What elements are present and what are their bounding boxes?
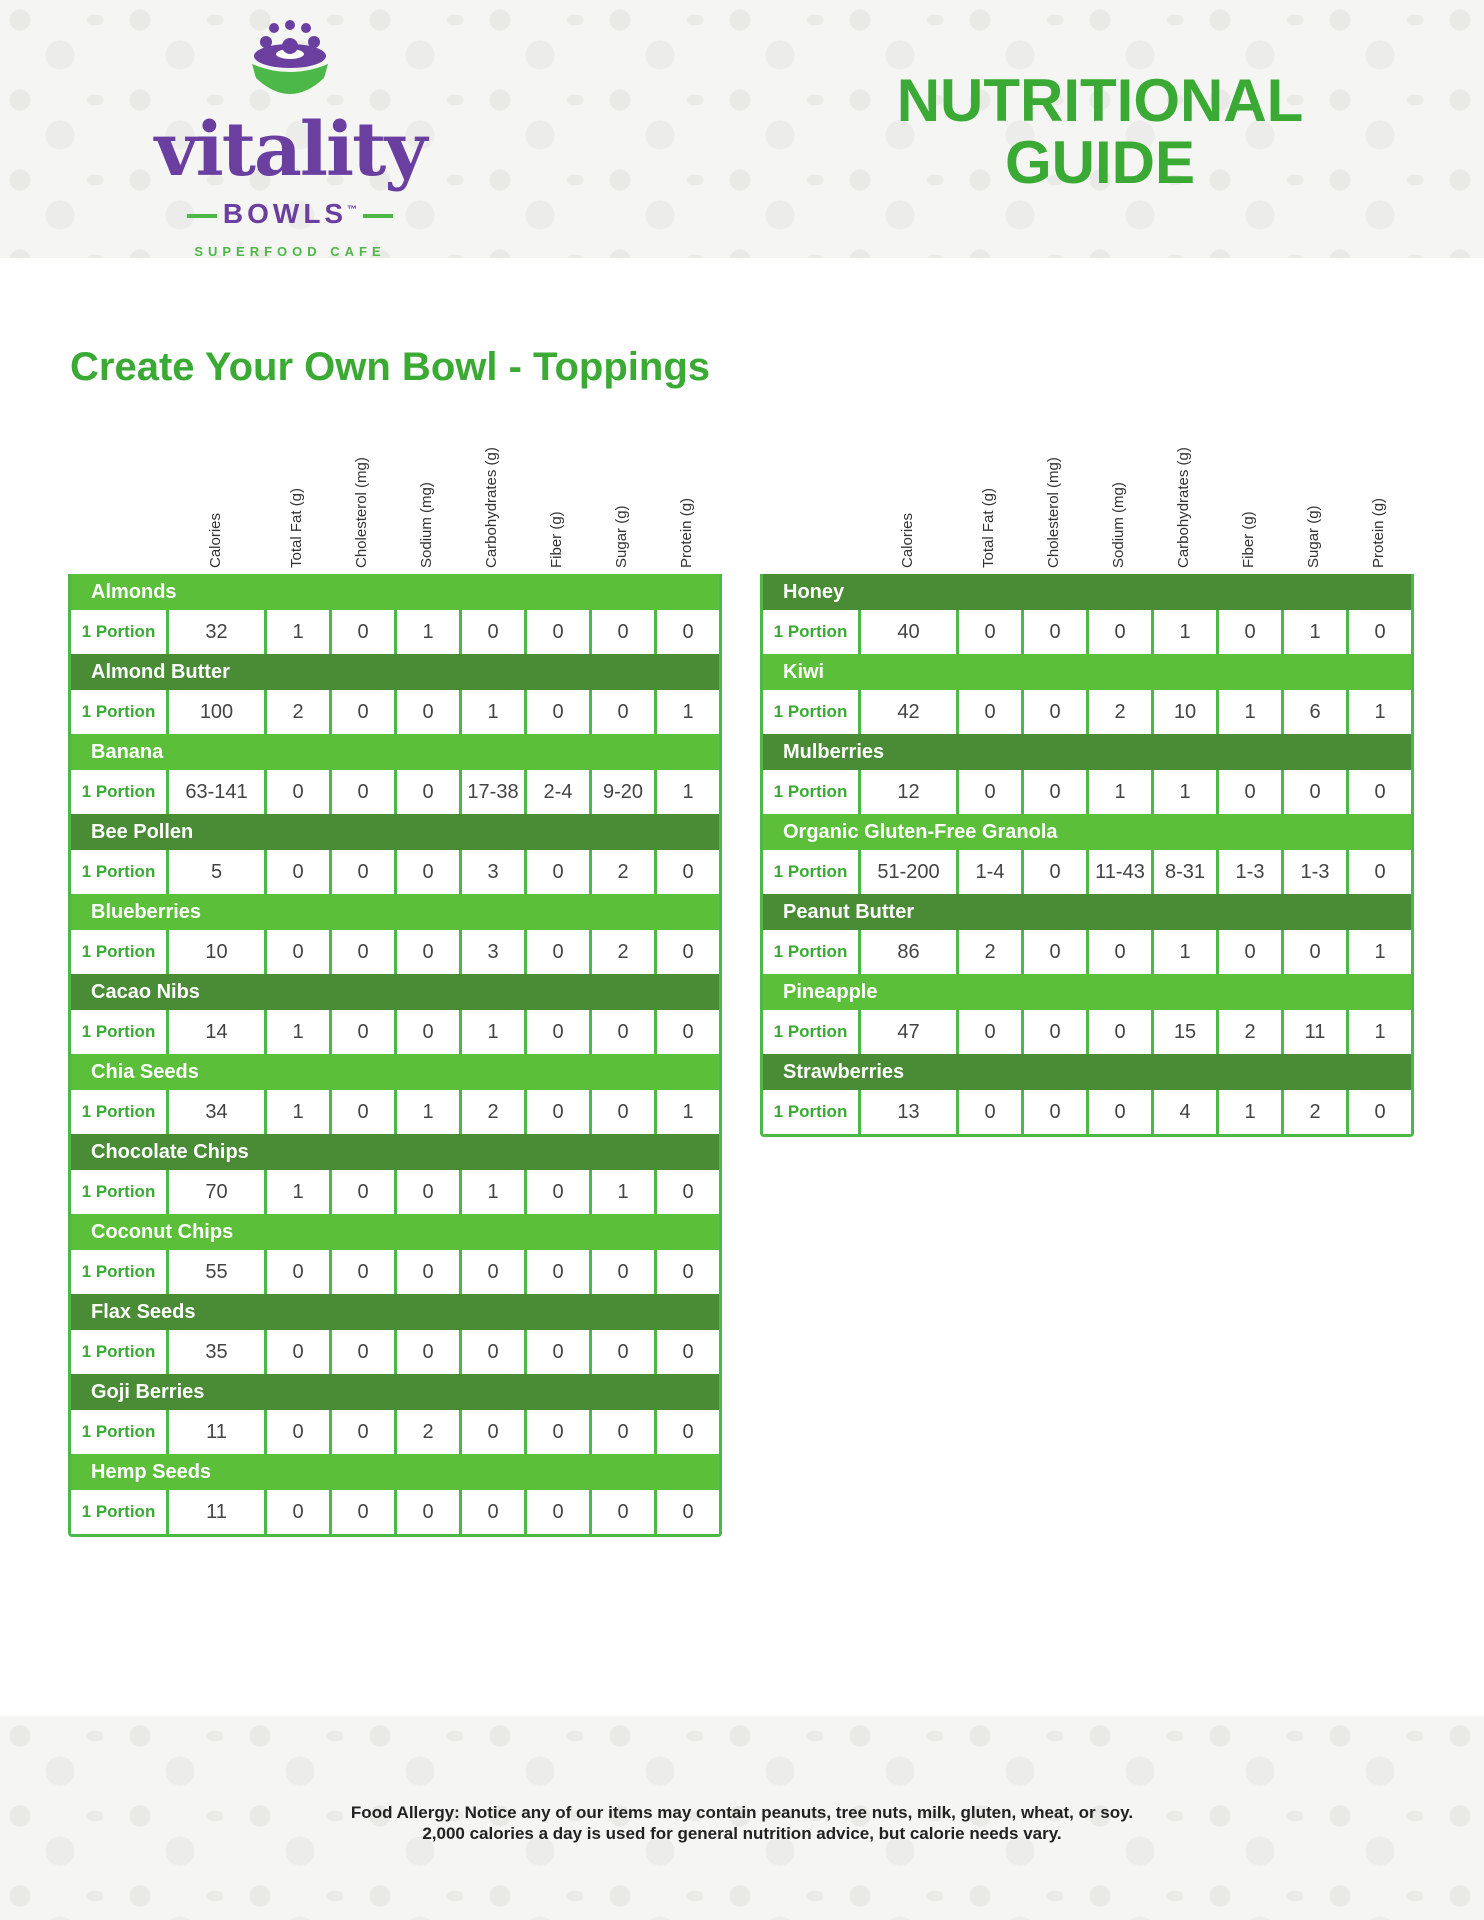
value-cell: 0 bbox=[527, 1490, 592, 1534]
toppings-list bbox=[760, 574, 1414, 1137]
value-cell: 2 bbox=[267, 690, 332, 734]
portion-cell: 1 Portion bbox=[71, 1170, 169, 1214]
value-cell: 1-3 bbox=[1219, 850, 1284, 894]
value-cell: 0 bbox=[682, 1500, 694, 1523]
value-cell: 10 bbox=[1154, 690, 1219, 734]
topping-name: Peanut Butter bbox=[763, 894, 1411, 930]
value-cell: 2 bbox=[1219, 1010, 1284, 1054]
section-title: Create Your Own Bowl - Toppings bbox=[70, 345, 711, 389]
value-cell: 35 bbox=[169, 1330, 267, 1374]
value-cell: 0 bbox=[592, 610, 657, 654]
value-cell: 0 bbox=[682, 940, 694, 963]
value-cell: 0 bbox=[397, 1170, 462, 1214]
value-cell: 0 bbox=[267, 1410, 332, 1454]
table-row bbox=[763, 930, 1411, 974]
brand-logo bbox=[140, 18, 440, 259]
value-cell: 6 bbox=[1284, 690, 1349, 734]
value-cell: 55 bbox=[169, 1250, 267, 1294]
value-cell: 0 bbox=[527, 1010, 592, 1054]
value-cell: 0 bbox=[267, 1330, 332, 1374]
portion-cell: 1 Portion bbox=[71, 930, 169, 974]
value-cell: 32 bbox=[169, 610, 267, 654]
value-cell: 70 bbox=[169, 1170, 267, 1214]
table-row bbox=[71, 610, 719, 654]
value-cell: 0 bbox=[267, 1250, 332, 1294]
table-row bbox=[763, 1010, 1411, 1054]
value-cell: 100 bbox=[169, 690, 267, 734]
value-cell: 0 bbox=[959, 770, 1024, 814]
value-cell: 2 bbox=[397, 1410, 462, 1454]
value-cell: 2 bbox=[462, 1090, 527, 1134]
value-cell: 0 bbox=[397, 1330, 462, 1374]
value-cell: 0 bbox=[397, 850, 462, 894]
value-cell: 0 bbox=[1089, 610, 1154, 654]
value-cell: 0 bbox=[267, 850, 332, 894]
value-cell: 0 bbox=[267, 930, 332, 974]
column-header: Protein (g) bbox=[678, 497, 695, 568]
value-cell: 0 bbox=[1284, 770, 1349, 814]
column-header: Carbohydrates (g) bbox=[1175, 447, 1192, 568]
value-cell: 0 bbox=[332, 1170, 397, 1214]
value-cell: 1-3 bbox=[1284, 850, 1349, 894]
value-cell: 0 bbox=[1374, 780, 1386, 803]
value-cell: 0 bbox=[592, 1330, 657, 1374]
value-cell: 0 bbox=[1374, 1100, 1386, 1123]
value-cell: 1 bbox=[1219, 690, 1284, 734]
value-cell: 1 bbox=[397, 610, 462, 654]
topping-name: Blueberries bbox=[71, 894, 719, 930]
brand-tagline: SUPERFOOD CAFE bbox=[194, 244, 386, 259]
column-header: Sodium (mg) bbox=[1110, 482, 1127, 568]
value-cell: 1-4 bbox=[959, 850, 1024, 894]
value-cell: 0 bbox=[592, 1410, 657, 1454]
value-cell: 0 bbox=[397, 690, 462, 734]
value-cell: 1 bbox=[1374, 940, 1386, 963]
topping-name: Honey bbox=[763, 574, 1411, 610]
topping-name: Pineapple bbox=[763, 974, 1411, 1010]
topping-name: Organic Gluten-Free Granola bbox=[763, 814, 1411, 850]
value-cell: 1 bbox=[682, 780, 694, 803]
column-header: Sugar (g) bbox=[1305, 505, 1322, 568]
topping-name: Coconut Chips bbox=[71, 1214, 719, 1250]
topping-name: Chia Seeds bbox=[71, 1054, 719, 1090]
value-cell: 0 bbox=[332, 1490, 397, 1534]
page-title: NUTRITIONAL GUIDE bbox=[896, 67, 1304, 196]
value-cell: 0 bbox=[959, 690, 1024, 734]
topping-name: Banana bbox=[71, 734, 719, 770]
table-row bbox=[71, 930, 719, 974]
value-cell: 12 bbox=[861, 770, 959, 814]
value-cell: 0 bbox=[592, 1250, 657, 1294]
value-cell: 0 bbox=[1024, 1090, 1089, 1134]
value-cell: 0 bbox=[592, 690, 657, 734]
value-cell: 0 bbox=[1024, 690, 1089, 734]
value-cell: 1 bbox=[462, 690, 527, 734]
value-cell: 14 bbox=[169, 1010, 267, 1054]
value-cell: 0 bbox=[397, 1490, 462, 1534]
value-cell: 0 bbox=[1089, 930, 1154, 974]
value-cell: 0 bbox=[1374, 620, 1386, 643]
value-cell: 1 bbox=[267, 610, 332, 654]
value-cell: 9-20 bbox=[592, 770, 657, 814]
value-cell: 47 bbox=[861, 1010, 959, 1054]
column-header: Protein (g) bbox=[1370, 497, 1387, 568]
value-cell: 0 bbox=[462, 610, 527, 654]
topping-name: Almonds bbox=[71, 574, 719, 610]
value-cell: 0 bbox=[267, 770, 332, 814]
value-cell: 0 bbox=[1374, 860, 1386, 883]
value-cell: 1 bbox=[1089, 770, 1154, 814]
portion-cell: 1 Portion bbox=[71, 1490, 169, 1534]
toppings-list bbox=[68, 574, 722, 1537]
table-row bbox=[71, 1490, 719, 1534]
value-cell: 0 bbox=[1219, 770, 1284, 814]
value-cell: 13 bbox=[861, 1090, 959, 1134]
portion-cell: 1 Portion bbox=[71, 1250, 169, 1294]
column-header: Calories bbox=[898, 512, 916, 568]
value-cell: 0 bbox=[527, 1170, 592, 1214]
value-cell: 10 bbox=[169, 930, 267, 974]
value-cell: 2 bbox=[592, 850, 657, 894]
value-cell: 11-43 bbox=[1089, 850, 1154, 894]
portion-cell: 1 Portion bbox=[71, 770, 169, 814]
value-cell: 0 bbox=[959, 1090, 1024, 1134]
value-cell: 5 bbox=[169, 850, 267, 894]
value-cell: 0 bbox=[527, 690, 592, 734]
table-row bbox=[71, 770, 719, 814]
value-cell: 0 bbox=[397, 930, 462, 974]
value-cell: 0 bbox=[462, 1410, 527, 1454]
value-cell: 0 bbox=[332, 1090, 397, 1134]
value-cell: 0 bbox=[592, 1010, 657, 1054]
value-cell: 0 bbox=[1219, 610, 1284, 654]
value-cell: 3 bbox=[462, 850, 527, 894]
value-cell: 1 bbox=[1374, 1020, 1386, 1043]
value-cell: 0 bbox=[527, 1250, 592, 1294]
topping-name: Cacao Nibs bbox=[71, 974, 719, 1010]
column-header: Fiber (g) bbox=[1240, 511, 1257, 568]
value-cell: 0 bbox=[682, 1020, 694, 1043]
column-header: Total Fat (g) bbox=[980, 487, 997, 568]
value-cell: 1 bbox=[267, 1010, 332, 1054]
value-cell: 1 bbox=[462, 1170, 527, 1214]
portion-cell: 1 Portion bbox=[763, 610, 861, 654]
value-cell: 0 bbox=[1024, 1010, 1089, 1054]
table-row bbox=[763, 610, 1411, 654]
portion-cell: 1 Portion bbox=[763, 770, 861, 814]
value-cell: 0 bbox=[397, 770, 462, 814]
table-row bbox=[71, 1010, 719, 1054]
column-headers bbox=[68, 414, 722, 574]
value-cell: 0 bbox=[682, 1420, 694, 1443]
value-cell: 0 bbox=[682, 1260, 694, 1283]
column-header: Carbohydrates (g) bbox=[483, 447, 500, 568]
portion-cell: 1 Portion bbox=[71, 1330, 169, 1374]
portion-cell: 1 Portion bbox=[763, 930, 861, 974]
column-header: Total Fat (g) bbox=[288, 487, 305, 568]
value-cell: 0 bbox=[682, 620, 694, 643]
topping-name: Goji Berries bbox=[71, 1374, 719, 1410]
value-cell: 0 bbox=[1219, 930, 1284, 974]
value-cell: 2-4 bbox=[527, 770, 592, 814]
value-cell: 0 bbox=[332, 1250, 397, 1294]
table-row bbox=[763, 1090, 1411, 1134]
value-cell: 15 bbox=[1154, 1010, 1219, 1054]
toppings-table-left bbox=[68, 414, 722, 1537]
value-cell: 1 bbox=[682, 1100, 694, 1123]
table-row bbox=[71, 1330, 719, 1374]
value-cell: 0 bbox=[397, 1250, 462, 1294]
portion-cell: 1 Portion bbox=[71, 1010, 169, 1054]
value-cell: 0 bbox=[462, 1250, 527, 1294]
column-header: Cholesterol (mg) bbox=[1045, 457, 1062, 568]
portion-cell: 1 Portion bbox=[71, 1090, 169, 1134]
value-cell: 4 bbox=[1154, 1090, 1219, 1134]
value-cell: 0 bbox=[332, 690, 397, 734]
column-header: Sugar (g) bbox=[613, 505, 630, 568]
value-cell: 1 bbox=[1374, 700, 1386, 723]
value-cell: 11 bbox=[169, 1490, 267, 1534]
value-cell: 1 bbox=[1154, 770, 1219, 814]
value-cell: 0 bbox=[527, 1090, 592, 1134]
value-cell: 2 bbox=[1089, 690, 1154, 734]
value-cell: 34 bbox=[169, 1090, 267, 1134]
value-cell: 0 bbox=[527, 1410, 592, 1454]
value-cell: 0 bbox=[682, 1340, 694, 1363]
table-row bbox=[71, 1090, 719, 1134]
table-row bbox=[763, 770, 1411, 814]
portion-cell: 1 Portion bbox=[763, 850, 861, 894]
value-cell: 0 bbox=[527, 930, 592, 974]
value-cell: 0 bbox=[332, 770, 397, 814]
value-cell: 2 bbox=[959, 930, 1024, 974]
portion-cell: 1 Portion bbox=[763, 1010, 861, 1054]
value-cell: 0 bbox=[332, 850, 397, 894]
table-row bbox=[763, 690, 1411, 734]
portion-cell: 1 Portion bbox=[71, 610, 169, 654]
bowl-icon bbox=[240, 18, 340, 108]
topping-name: Kiwi bbox=[763, 654, 1411, 690]
value-cell: 0 bbox=[682, 860, 694, 883]
table-row bbox=[71, 1170, 719, 1214]
value-cell: 0 bbox=[397, 1010, 462, 1054]
portion-cell: 1 Portion bbox=[763, 1090, 861, 1134]
value-cell: 0 bbox=[527, 610, 592, 654]
value-cell: 8-31 bbox=[1154, 850, 1219, 894]
value-cell: 86 bbox=[861, 930, 959, 974]
allergy-notice: Food Allergy: Notice any of our items may contain peanuts, tree nuts, milk, gluten, wheat, or soy. 2,000 calories a day is used for general nutrition advice, but calorie needs vary. bbox=[350, 1803, 1134, 1843]
brand-subtitle: BOWLS™ bbox=[140, 200, 440, 228]
value-cell: 42 bbox=[861, 690, 959, 734]
value-cell: 1 bbox=[1219, 1090, 1284, 1134]
value-cell: 0 bbox=[1024, 770, 1089, 814]
value-cell: 0 bbox=[462, 1330, 527, 1374]
value-cell: 1 bbox=[592, 1170, 657, 1214]
portion-cell: 1 Portion bbox=[71, 850, 169, 894]
portion-cell: 1 Portion bbox=[763, 690, 861, 734]
value-cell: 17-38 bbox=[462, 770, 527, 814]
value-cell: 3 bbox=[462, 930, 527, 974]
value-cell: 0 bbox=[462, 1490, 527, 1534]
value-cell: 0 bbox=[1024, 610, 1089, 654]
portion-cell: 1 Portion bbox=[71, 1410, 169, 1454]
topping-name: Hemp Seeds bbox=[71, 1454, 719, 1490]
value-cell: 1 bbox=[682, 700, 694, 723]
topping-name: Mulberries bbox=[763, 734, 1411, 770]
value-cell: 0 bbox=[267, 1490, 332, 1534]
value-cell: 1 bbox=[1284, 610, 1349, 654]
table-row bbox=[71, 690, 719, 734]
value-cell: 1 bbox=[267, 1170, 332, 1214]
value-cell: 40 bbox=[861, 610, 959, 654]
topping-name: Bee Pollen bbox=[71, 814, 719, 850]
value-cell: 63-141 bbox=[169, 770, 267, 814]
value-cell: 0 bbox=[1024, 930, 1089, 974]
column-header: Calories bbox=[206, 512, 224, 568]
value-cell: 51-200 bbox=[861, 850, 959, 894]
value-cell: 0 bbox=[527, 850, 592, 894]
value-cell: 0 bbox=[332, 930, 397, 974]
value-cell: 0 bbox=[332, 1410, 397, 1454]
value-cell: 0 bbox=[1284, 930, 1349, 974]
topping-name: Flax Seeds bbox=[71, 1294, 719, 1330]
toppings-table-right bbox=[760, 414, 1414, 1137]
value-cell: 0 bbox=[332, 1010, 397, 1054]
value-cell: 0 bbox=[1089, 1010, 1154, 1054]
value-cell: 1 bbox=[1154, 930, 1219, 974]
topping-name: Strawberries bbox=[763, 1054, 1411, 1090]
value-cell: 2 bbox=[1284, 1090, 1349, 1134]
column-headers bbox=[760, 414, 1414, 574]
value-cell: 0 bbox=[527, 1330, 592, 1374]
value-cell: 0 bbox=[592, 1490, 657, 1534]
table-row bbox=[71, 850, 719, 894]
value-cell: 0 bbox=[592, 1090, 657, 1134]
value-cell: 0 bbox=[1089, 1090, 1154, 1134]
column-header: Fiber (g) bbox=[548, 511, 565, 568]
portion-cell: 1 Portion bbox=[71, 690, 169, 734]
value-cell: 2 bbox=[592, 930, 657, 974]
column-header: Cholesterol (mg) bbox=[353, 457, 370, 568]
value-cell: 0 bbox=[682, 1180, 694, 1203]
value-cell: 0 bbox=[959, 1010, 1024, 1054]
table-row bbox=[763, 850, 1411, 894]
table-row bbox=[71, 1410, 719, 1454]
value-cell: 0 bbox=[1024, 850, 1089, 894]
brand-name: vitality bbox=[154, 107, 426, 193]
value-cell: 1 bbox=[462, 1010, 527, 1054]
value-cell: 1 bbox=[1154, 610, 1219, 654]
value-cell: 0 bbox=[332, 1330, 397, 1374]
topping-name: Chocolate Chips bbox=[71, 1134, 719, 1170]
value-cell: 11 bbox=[1284, 1010, 1349, 1054]
column-header: Sodium (mg) bbox=[418, 482, 435, 568]
value-cell: 0 bbox=[959, 610, 1024, 654]
table-row bbox=[71, 1250, 719, 1294]
value-cell: 1 bbox=[267, 1090, 332, 1134]
value-cell: 1 bbox=[397, 1090, 462, 1134]
value-cell: 11 bbox=[169, 1410, 267, 1454]
value-cell: 0 bbox=[332, 610, 397, 654]
topping-name: Almond Butter bbox=[71, 654, 719, 690]
